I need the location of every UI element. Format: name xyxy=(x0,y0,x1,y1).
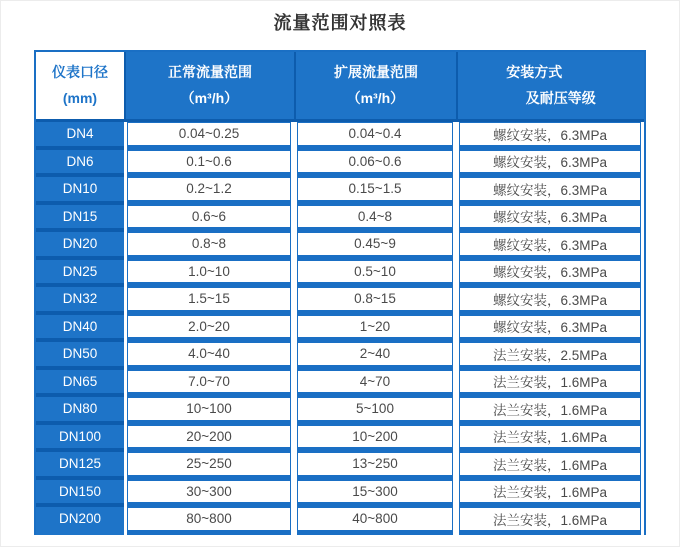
row-extended-flow-cell: 0.15~1.5 xyxy=(297,177,453,205)
row-installation-cell: 法兰安装，1.6MPa xyxy=(459,452,641,480)
row-installation-cell: 法兰安装，1.6MPa xyxy=(459,425,641,453)
row-installation-cell: 螺纹安装，6.3MPa xyxy=(459,205,641,233)
row-extended-flow-cell: 0.45~9 xyxy=(297,232,453,260)
row-installation-cell: 螺纹安装，6.3MPa xyxy=(459,287,641,315)
row-extended-flow-cell: 0.5~10 xyxy=(297,260,453,288)
header-unit: （m³/h） xyxy=(180,89,239,106)
row-diameter-cell: DN6 xyxy=(36,150,124,178)
row-extended-flow-cell: 4~70 xyxy=(297,370,453,398)
row-installation-cell: 法兰安装，1.6MPa xyxy=(459,370,641,398)
row-normal-flow-cell: 25~250 xyxy=(127,452,291,480)
header-label: 正常流量范围 xyxy=(168,64,252,81)
row-diameter-cell: DN125 xyxy=(36,452,124,480)
row-diameter-cell: DN50 xyxy=(36,342,124,370)
row-installation-cell: 螺纹安装，6.3MPa xyxy=(459,260,641,288)
row-diameter-cell: DN100 xyxy=(36,425,124,453)
row-normal-flow-cell: 0.6~6 xyxy=(127,205,291,233)
row-diameter-cell: DN10 xyxy=(36,177,124,205)
row-installation-cell: 螺纹安装，6.3MPa xyxy=(459,150,641,178)
row-normal-flow-cell: 0.2~1.2 xyxy=(127,177,291,205)
row-normal-flow-cell: 1.0~10 xyxy=(127,260,291,288)
row-normal-flow-cell: 2.0~20 xyxy=(127,315,291,343)
header-cell-meter-diameter xyxy=(36,52,124,122)
row-extended-flow-cell: 2~40 xyxy=(297,342,453,370)
row-diameter-cell: DN40 xyxy=(36,315,124,343)
row-normal-flow-cell: 0.1~0.6 xyxy=(127,150,291,178)
row-diameter-cell: DN15 xyxy=(36,205,124,233)
row-normal-flow-cell: 30~300 xyxy=(127,480,291,508)
row-extended-flow-cell: 0.04~0.4 xyxy=(297,122,453,150)
row-extended-flow-cell: 10~200 xyxy=(297,425,453,453)
row-diameter-cell: DN65 xyxy=(36,370,124,398)
row-diameter-cell: DN150 xyxy=(36,480,124,508)
page-title: 流量范围对照表 xyxy=(273,13,407,33)
row-installation-cell: 螺纹安装，6.3MPa xyxy=(459,232,641,260)
row-diameter-cell: DN20 xyxy=(36,232,124,260)
row-diameter-cell: DN80 xyxy=(36,397,124,425)
header-unit: (mm) xyxy=(62,89,98,106)
row-extended-flow-cell: 40~800 xyxy=(297,507,453,535)
row-extended-flow-cell: 0.06~0.6 xyxy=(297,150,453,178)
header-unit: （m³/h） xyxy=(346,89,405,106)
header-label: 扩展流量范围 xyxy=(334,64,418,81)
row-installation-cell: 螺纹安装，6.3MPa xyxy=(459,122,641,150)
row-installation-cell: 螺纹安装，6.3MPa xyxy=(459,177,641,205)
row-installation-cell: 法兰安装，1.6MPa xyxy=(459,480,641,508)
row-normal-flow-cell: 10~100 xyxy=(127,397,291,425)
row-extended-flow-cell: 13~250 xyxy=(297,452,453,480)
row-diameter-cell: DN25 xyxy=(36,260,124,288)
row-installation-cell: 法兰安装，1.6MPa xyxy=(459,507,641,535)
row-normal-flow-cell: 0.04~0.25 xyxy=(127,122,291,150)
row-normal-flow-cell: 0.8~8 xyxy=(127,232,291,260)
header-label: 安装方式 xyxy=(506,64,563,81)
row-extended-flow-cell: 1~20 xyxy=(297,315,453,343)
row-installation-cell: 法兰安装，1.6MPa xyxy=(459,397,641,425)
row-extended-flow-cell: 0.8~15 xyxy=(297,287,453,315)
row-extended-flow-cell: 5~100 xyxy=(297,397,453,425)
row-diameter-cell: DN200 xyxy=(36,507,124,535)
row-installation-cell: 法兰安装，2.5MPa xyxy=(459,342,641,370)
header-cell-extended-flow-range xyxy=(294,52,456,122)
row-normal-flow-cell: 4.0~40 xyxy=(127,342,291,370)
row-normal-flow-cell: 20~200 xyxy=(127,425,291,453)
row-normal-flow-cell: 7.0~70 xyxy=(127,370,291,398)
row-installation-cell: 螺纹安装，6.3MPa xyxy=(459,315,641,343)
header-cell-normal-flow-range xyxy=(124,52,294,122)
row-diameter-cell: DN4 xyxy=(36,122,124,150)
header-label: 及耐压等级 xyxy=(525,89,596,106)
row-normal-flow-cell: 1.5~15 xyxy=(127,287,291,315)
row-extended-flow-cell: 0.4~8 xyxy=(297,205,453,233)
row-diameter-cell: DN32 xyxy=(36,287,124,315)
header-cell-installation xyxy=(456,52,644,122)
header-label: 仪表口径 xyxy=(52,64,108,81)
row-normal-flow-cell: 80~800 xyxy=(127,507,291,535)
flow-range-table xyxy=(34,50,646,535)
row-extended-flow-cell: 15~300 xyxy=(297,480,453,508)
